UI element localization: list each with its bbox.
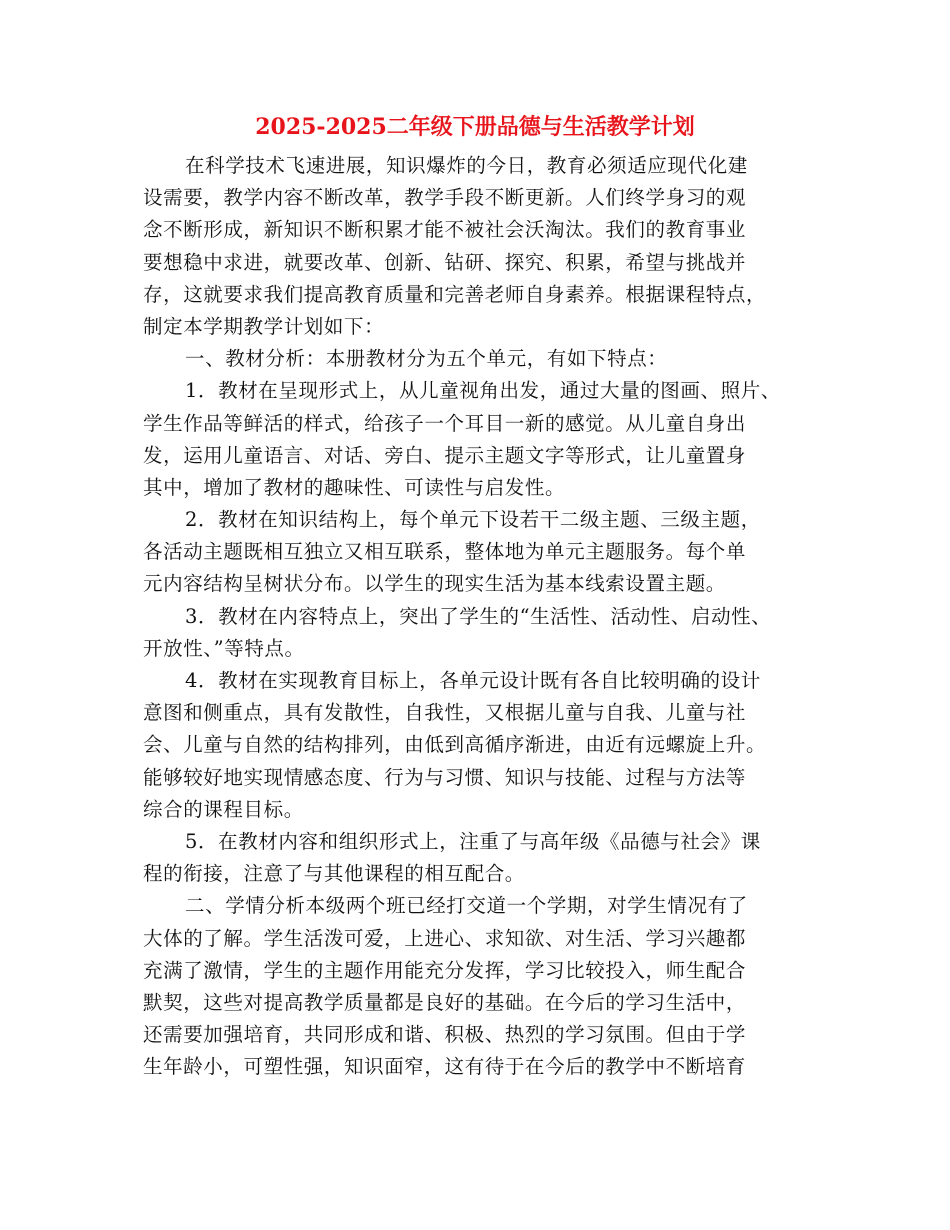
text-line: 要想稳中求进，就要改革、创新、钻研、探究、积累，希望与挑战并 — [143, 250, 747, 274]
text-line: 开放性、”等特点。 — [143, 636, 305, 660]
text-line: 存，这就要求我们提高教育质量和完善老师自身素养。根据课程特点， — [143, 282, 767, 306]
text-line: 1．教材在呈现形式上，从儿童视角出发，通过大量的图画、照片、 — [185, 379, 781, 403]
text-line: 5．在教材内容和组织形式上，注重了与高年级《品德与社会》课 — [185, 829, 761, 853]
document-body — [143, 150, 833, 1083]
text-line: 学生作品等鲜活的样式，给孩子一个耳目一新的感觉。从儿童自身出 — [143, 411, 747, 435]
text-line: 在科学技术飞速进展，知识爆炸的今日，教育必须适应现代化建 — [185, 154, 748, 177]
text-line: 设需要，教学内容不断改革，教学手段不断更新。人们终学身习的观 — [143, 186, 747, 210]
text-line: 4．教材在实现教育目标上，各单元设计既有各自比较明确的设计 — [185, 669, 761, 692]
text-line: 各活动主题既相互独立又相互联系，整体地为单元主题服务。每个单 — [143, 540, 747, 564]
text-line: 会、儿童与自然的结构排列，由低到高循序渐进，由近有远螺旋上升。 — [143, 733, 767, 757]
document-title: 2025-2025二年级下册品德与生活教学计划 — [255, 114, 695, 140]
text-line: 意图和侧重点，具有发散性，自我性，又根据儿童与自我、儿童与社 — [143, 701, 747, 725]
text-line: 充满了激情，学生的主题作用能充分发挥，学习比较投入，师生配合 — [143, 958, 747, 982]
text-line: 元内容结构呈树状分布。以学生的现实生活为基本线索设置主题。 — [143, 572, 726, 596]
text-line: 一、教材分析：本册教材分为五个单元，有如下特点： — [185, 347, 668, 371]
text-line: 发，运用儿童语言、对话、旁白、提示主题文字等形式，让儿童置身 — [143, 443, 747, 467]
text-line: 大体的了解。学生活泼可爱，上进心、求知欲、对生活、学习兴趣都 — [143, 926, 747, 950]
text-line: 程的衔接，注意了与其他课程的相互配合。 — [143, 862, 525, 886]
text-line: 其中，增加了教材的趣味性、可读性与启发性。 — [143, 475, 566, 499]
text-line: 生年龄小，可塑性强，知识面窄，这有待于在今后的教学中不断培育 — [143, 1055, 747, 1079]
text-line: 综合的课程目标。 — [143, 797, 304, 821]
text-line: 能够较好地实现情感态度、行为与习惯、知识与技能、过程与方法等 — [143, 765, 747, 789]
text-line: 念不断形成，新知识不断积累才能不被社会沃淘汰。我们的教育事业 — [143, 218, 747, 242]
text-line: 制定本学期教学计划如下： — [143, 314, 385, 338]
text-line: 3．教材在内容特点上，突出了学生的“生活性、活动性、启动性、 — [185, 604, 772, 628]
text-line: 还需要加强培育，共同形成和谐、积极、热烈的学习氛围。但由于学 — [143, 1023, 747, 1047]
text-line: 2．教材在知识结构上，每个单元下设若干二级主题、三级主题， — [185, 508, 761, 532]
text-line: 默契，这些对提高教学质量都是良好的基础。在今后的学习生活中， — [143, 990, 747, 1014]
text-line: 二、学情分析本级两个班已经打交道一个学期，对学生情况有了 — [185, 894, 748, 918]
